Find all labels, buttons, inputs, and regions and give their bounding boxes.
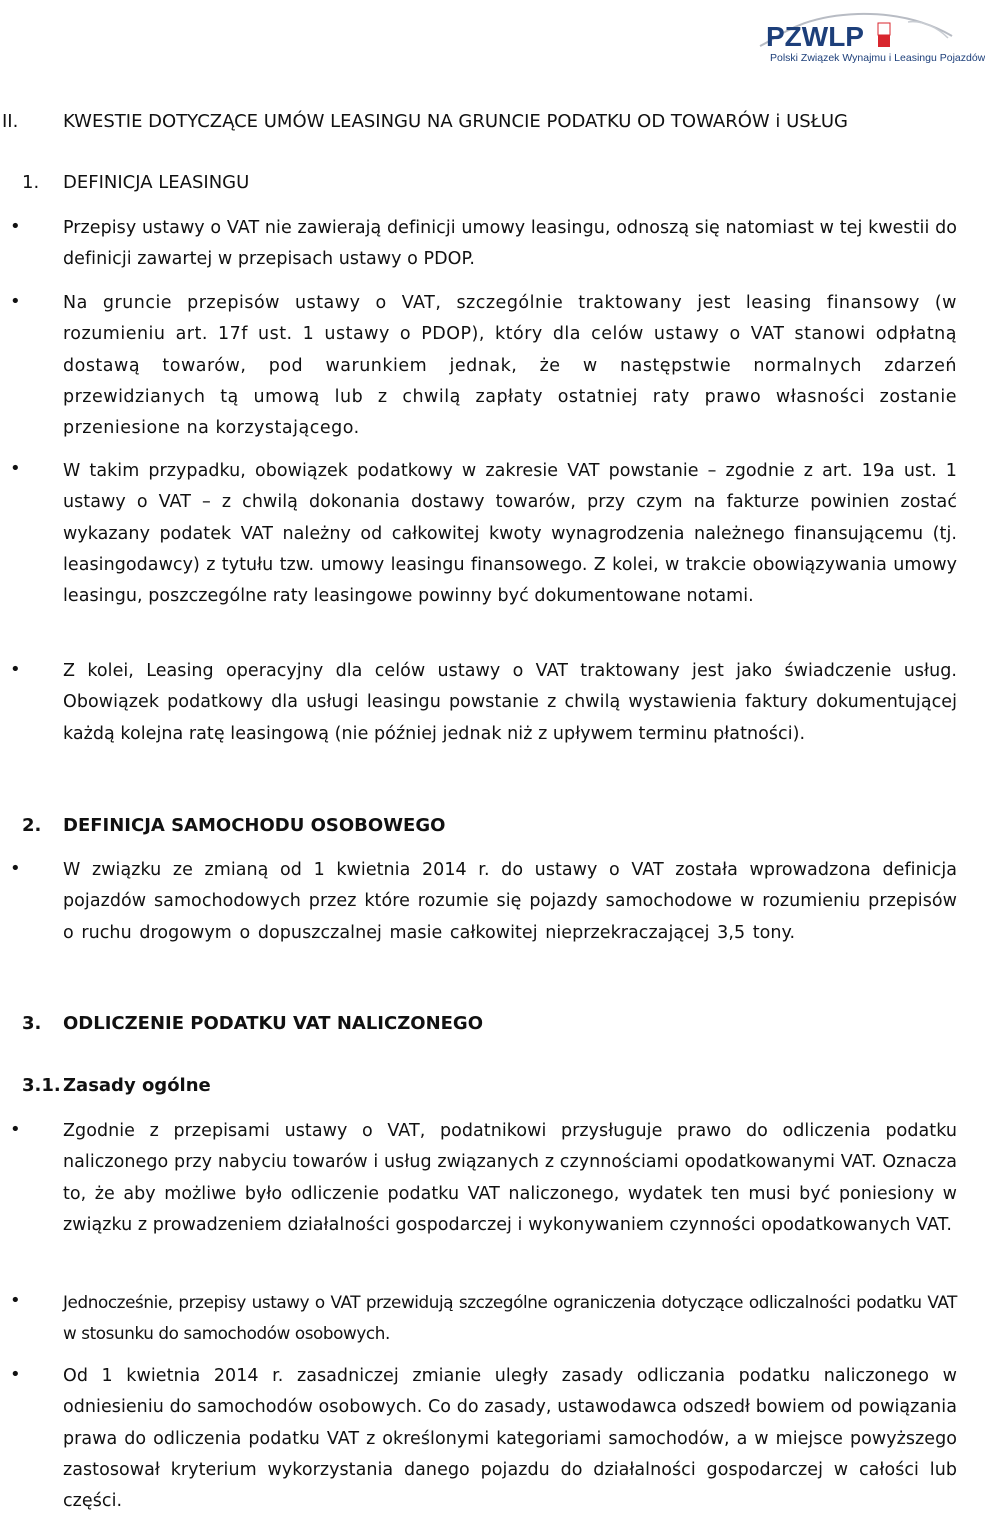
paragraph-3-1-2: Jednocześnie, przepisy ustawy o VAT przewidują szczególne ograniczenia dotyczące odliczalności podatku VAT w stosunku do samochodów osobowych. [63, 1292, 957, 1344]
subsection-3-1-title: Zasady ogólne [63, 1075, 211, 1096]
bullet-icon: • [10, 858, 21, 879]
bullet-icon: • [10, 1119, 21, 1140]
paragraph-2-1: W związku ze zmianą od 1 kwietnia 2014 r. do ustawy o VAT została wprowadzona definicja pojazdów samochodowych przez które rozumie się pojazdy samochodowe w rozumieniu przepisów o ruchu drogowym o dopuszczalnej masie całkowitej nieprzekraczającej 3,5 tony. [63, 860, 957, 943]
logo-brand-text: PZWLP [766, 21, 864, 52]
subsection-2-number: 2. [22, 815, 42, 836]
subsection-1-title: DEFINICJA LEASINGU [63, 172, 250, 193]
subsection-2-title: DEFINICJA SAMOCHODU OSOBOWEGO [63, 815, 446, 836]
paragraph-1-2: Na gruncie przepisów ustawy o VAT, szczególnie traktowany jest leasing finansowy (w rozumieniu art. 17f ust. 1 ustawy o PDOP), który dla celów ustawy o VAT stanowi odpłatną dostawą towarów, pod warunkiem jednak, że w następstwie normalnych zdarzeń przewidzianych tą umową lub z chwilą zapłaty ostatniej raty prawo własności zostanie przeniesione na korzystającego. [63, 293, 957, 439]
paragraph-3-1-1: Zgodnie z przepisami ustawy o VAT, podatnikowi przysługuje prawo do odliczenia podatku naliczonego przy nabyciu towarów i usług związanych z czynnościami opodatkowanymi VAT. Oznacza to, że aby możliwe było odliczenie podatku VAT naliczonego, wydatek ten musi być poniesiony w związku z prowadzeniem działalności gospodarczej i wykonywaniem czynności opodatkowanych VAT. [63, 1121, 957, 1235]
logo-subtitle: Polski Związek Wynajmu i Leasingu Pojazdów [770, 52, 985, 64]
paragraph-3-1-3: Od 1 kwietnia 2014 r. zasadniczej zmianie uległy zasady odliczania podatku naliczonego w odniesieniu do samochodów osobowych. Co do zasady, ustawodawca odszedł bowiem od powiązania prawa do odliczenia podatku VAT z określonymi kategoriami samochodów, a w miejsce powyższego zastosował kryterium wykorzystania danego pojazdu do działalności gospodarczej w całości lub części. [63, 1366, 957, 1512]
bullet-icon: • [10, 291, 21, 312]
subsection-1-number: 1. [22, 172, 40, 193]
subsection-3-number: 3. [22, 1013, 42, 1034]
bullet-icon: • [10, 659, 21, 680]
bullet-icon: • [10, 1364, 21, 1385]
section-number: II. [2, 111, 19, 132]
paragraph-1-4: Z kolei, Leasing operacyjny dla celów ustawy o VAT traktowany jest jako świadczenie usług. Obowiązek podatkowy dla usługi leasingu powstanie z chwilą wystawienia faktury dokumentującej każdą kolejna ratę leasingową (nie później jednak niż z upływem terminu płatności). [63, 661, 957, 744]
paragraph-1-3: W takim przypadku, obowiązek podatkowy w zakresie VAT powstanie – zgodnie z art. 19a ust. 1 ustawy o VAT – z chwilą dokonania dostawy towarów, przy czym na fakturze powinien zostać wykazany podatek VAT należny od całkowitej kwoty wynagrodzenia należnego finansującemu (tj. leasingodawcy) z tytułu tzw. umowy leasingu finansowego. Z kolei, w trakcie obowiązywania umowy leasingu, poszczególne raty leasingowe powinny być dokumentowane notami. [63, 461, 957, 607]
bullet-icon: • [10, 1290, 21, 1311]
section-title: KWESTIE DOTYCZĄCE UMÓW LEASINGU NA GRUNCIE PODATKU OD TOWARÓW i USŁUG [63, 111, 848, 132]
bullet-icon: • [10, 458, 21, 479]
subsection-3-1-number: 3.1. [22, 1075, 61, 1096]
paragraph-1-1: Przepisy ustawy o VAT nie zawierają definicji umowy leasingu, odnoszą się natomiast w tej kwestii do definicji zawartej w przepisach ustawy o PDOP. [63, 218, 957, 270]
pzwlp-logo [758, 8, 985, 78]
car-silhouette-icon [758, 8, 954, 56]
subsection-3-title: ODLICZENIE PODATKU VAT NALICZONEGO [63, 1013, 484, 1034]
bullet-icon: • [10, 216, 21, 237]
